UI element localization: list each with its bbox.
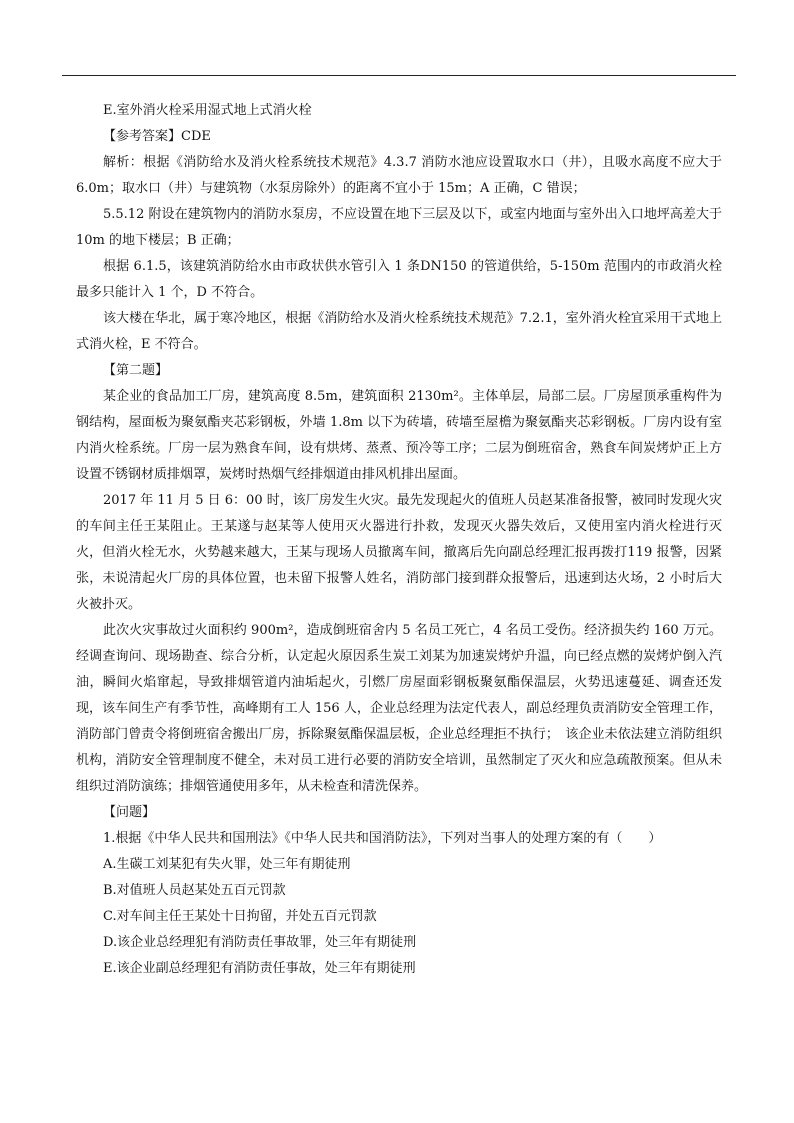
section-heading-question-2: 【第二题】 [103,363,169,378]
case-paragraph-1: 某企业的食品加工厂房，建筑高度 8.5m，建筑面积 2130m²。主体单层，局部二层。厂房屋顶承重构件为钢结构，屋面板为聚氨酯夹芯彩钢板，外墙 1.8m 以下为砖墙，砖墙至屋檐为聚氨酯夹芯彩钢板。厂房内设有室内消火栓系统。厂房一层为熟食车间，设有烘烤、蒸煮、预冷等工序；二层为倒班宿舍，熟食车间炭烤炉正上方设置不锈钢材质排烟罩，炭烤时热烟气经排烟道由排风机排出屋面。 [76,389,722,482]
question-1-option-a: A.生碳工刘某犯有失火罪，处三年有期徒刑 [103,857,351,872]
analysis-paragraph-1: 解析：根据《消防给水及消火栓系统技术规范》4.3.7 消防水池应设置取水口（井），且吸水高度不应大于 6.0m；取水口（井）与建筑物（水泵房除外）的距离不宜小于 15m；A 正确，C 错误； [76,155,722,196]
question-1-option-e: E.该企业副总经理犯有消防责任事故，处三年有期徒刑 [103,961,416,976]
header-rule [62,75,736,76]
case-paragraph-2: 2017 年 11 月 5 日 6：00 时，该厂房发生火灾。最先发现起火的值班人员赵某准备报警，被同时发现火灾的车间主任王某阻止。王某遂与赵某等人使用灭火器进行扑救，发现灭火器失效后，又使用室内消火栓进行灭火，但消火栓无水，火势越来越大，王某与现场人员撤离车间，撤离后先向副总经理汇报再拨打119 报警，因紧张，未说清起火厂房的具体位置，也未留下报警人姓名，消防部门接到群众报警后，迅速到达火场，2 小时后大火被扑灭。 [76,493,722,612]
option-e-text: E.室外消火栓采用湿式地上式消火栓 [103,103,312,118]
question-1: 1.根据《中华人民共和国刑法》《中华人民共和国消防法》，下列对当事人的处理方案的有（ ） [103,831,662,846]
reference-answer: 【参考答案】CDE [103,129,211,144]
case-paragraph-3: 此次火灾事故过火面积约 900m²，造成倒班宿舍内 5 名员工死亡，4 名员工受伤。经济损失约 160 万元。经调查询问、现场勘查、综合分析，认定起火原因系生炭工刘某为加速炭烤炉升温，向已经点燃的炭烤炉倒入汽油，瞬间火焰窜起，导致排烟管道内油垢起火，引燃厂房屋面彩钢板聚氨酯保温层，火势迅速蔓延、调查还发现，该车间生产有季节性，高峰期有工人 156 人，企业总经理为法定代表人，副总经理负责消防安全管理工作，消防部门曾责令将倒班宿舍搬出厂房，拆除聚氨酯保温层板，企业总经理拒不执行； 该企业未依法建立消防组织机构，消防安全管理制度不健全，未对员工进行必要的消防安全培训，虽然制定了灭火和应急疏散预案。但从未组织过消防演练；排烟管通使用多年，从未检查和清洗保养。 [76,623,722,794]
analysis-paragraph-2: 5.5.12 附设在建筑物内的消防水泵房，不应设置在地下三层及以下，或室内地面与室外出入口地坪高差大于 10m 的地下楼层；B 正确； [76,207,722,248]
question-1-option-c: C.对车间主任王某处十日拘留，并处五百元罚款 [103,909,377,924]
question-1-option-b: B.对值班人员赵某处五百元罚款 [103,883,286,898]
document-body [76,98,722,982]
question-1-option-d: D.该企业总经理犯有消防责任事故罪，处三年有期徒刑 [103,935,417,950]
analysis-paragraph-3: 根据 6.1.5，该建筑消防给水由市政状供水管引入 1 条DN150 的管道供给，5-150m 范围内的市政消火栓最多只能计入 1 个，D 不符合。 [76,259,722,300]
section-heading-questions: 【问题】 [103,805,156,820]
analysis-paragraph-4: 该大楼在华北，属于寒冷地区，根据《消防给水及消火栓系统技术规范》7.2.1，室外消火栓宜采用干式地上式消火栓，E 不符合。 [76,311,722,352]
